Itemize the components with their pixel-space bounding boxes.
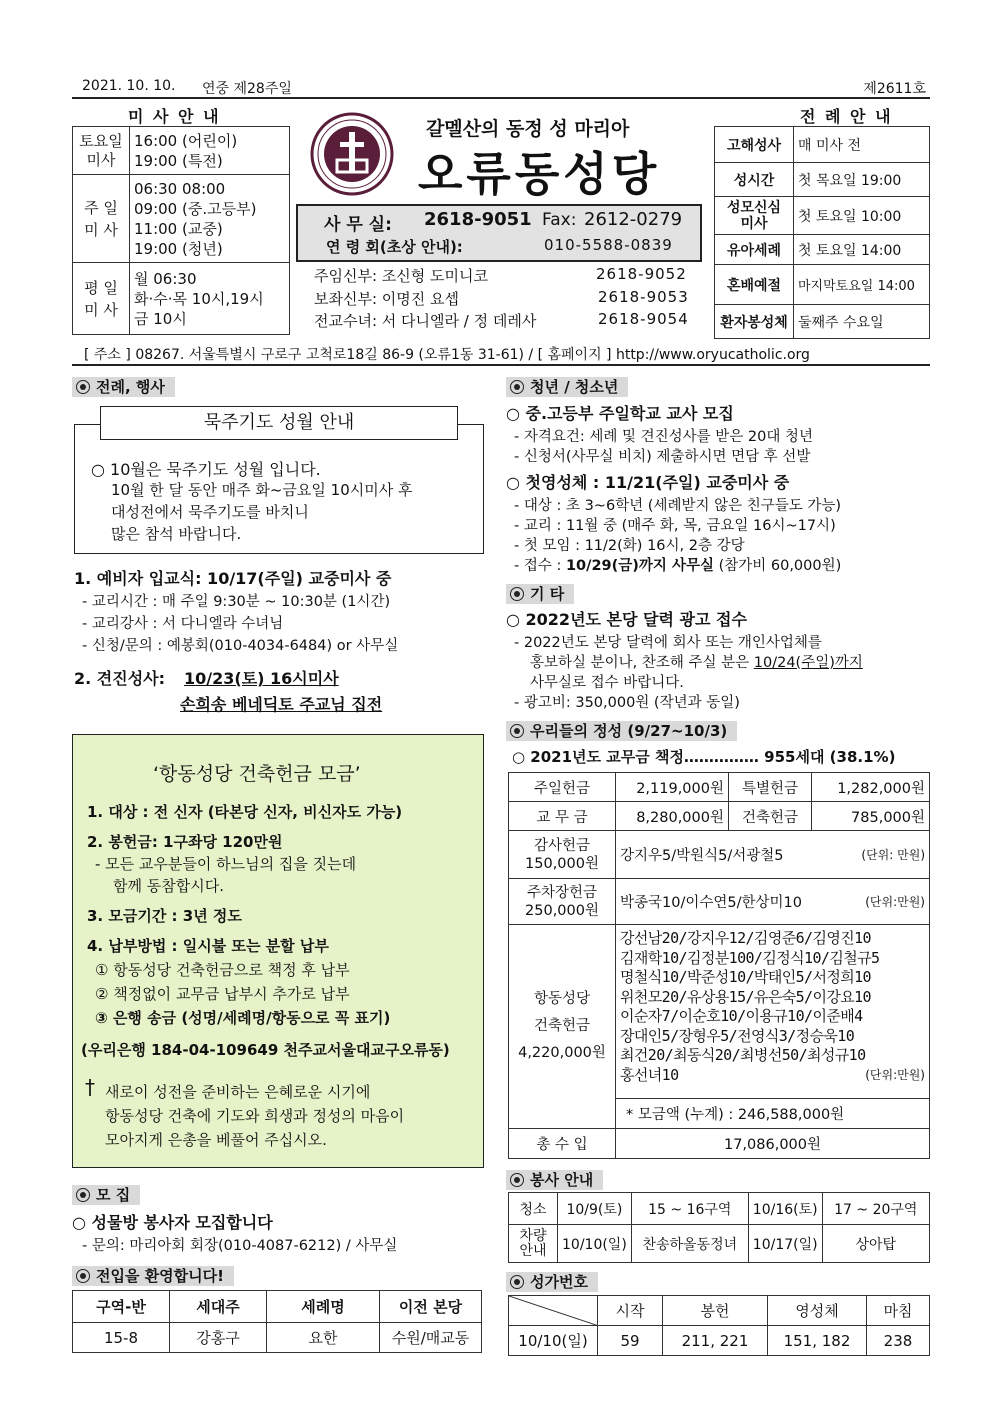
section-header-recruit: 모 집 [72, 1185, 140, 1205]
catechumen-title: 1. 예비자 입교식: 10/17(주일) 교중미사 중 [74, 569, 392, 588]
funeral-assoc-label: 연 령 회(초상 안내): [326, 238, 463, 256]
recruit-title: ○ 성물방 봉사자 모집합니다 [72, 1213, 273, 1232]
offering-value: 2,119,000원 [616, 773, 729, 802]
offering-value: 1,282,000원 [812, 773, 930, 802]
liturgy-value: 첫 토요일 10:00 [794, 197, 930, 235]
hymn-table [508, 1295, 930, 1356]
table-row [509, 1129, 930, 1159]
issue-number: 제2611호 [863, 81, 926, 97]
fund-line: 4. 납부방법 : 일시불 또는 분할 납부 [87, 937, 329, 955]
welcome-header: 구역-반 [73, 1291, 170, 1323]
liturgy-value: 첫 목요일 19:00 [794, 163, 930, 197]
table-row [509, 925, 930, 1099]
welcome-table [72, 1290, 482, 1353]
communion-line: - 대상 : 초 3~6학년 (세례받지 않은 친구들도 가능) [514, 498, 842, 514]
section-header-welcome: 전입을 환영합니다! [72, 1266, 234, 1286]
service-table [508, 1192, 930, 1263]
offering-label: 주일헌금 [509, 773, 616, 802]
mass-label: 주 일 미 사 [73, 175, 130, 263]
total-income: 17,086,000원 [616, 1129, 930, 1159]
table-row [509, 1326, 930, 1356]
teacher-line: - 자격요건: 세례 및 견진성사를 받은 20대 청년 [514, 429, 813, 445]
bullet-icon [510, 1173, 524, 1187]
catechumen-line: - 교리강사 : 서 다니엘라 수녀님 [82, 616, 284, 632]
mass-times: 06:30 08:00 09:00 (중.고등부) 11:00 (교중) 19:00 (청년) [130, 175, 290, 263]
table-row [509, 802, 930, 831]
mass-section-title: 미 사 안 내 [128, 107, 221, 126]
fund-line: - 모든 교우분들이 하느님의 집을 짓는데 [95, 855, 357, 873]
offerings-table [508, 772, 930, 1159]
building-total: * 모금액 (누계) : 246,588,000원 [616, 1099, 930, 1129]
mass-times: 월 06:30 화·수·목 10시,19시 금 10시 [130, 263, 290, 335]
catechumen-line: - 신청/문의 : 예봉회(010-4034-6484) or 사무실 [82, 638, 399, 654]
service-cell: 10/10(일) [558, 1225, 632, 1263]
liturgy-table [714, 126, 930, 339]
office-label: 사 무 실: [324, 215, 392, 235]
confirmation-bishop: 손희송 베네딕토 주교님 집전 [180, 695, 383, 714]
welcome-header-row [73, 1291, 482, 1323]
fund-line: 2. 봉헌금: 1구좌당 120만원 [87, 833, 283, 851]
mass-times: 16:00 (어린이) 19:00 (특전) [130, 127, 290, 175]
offering-label: 특별헌금 [729, 773, 812, 802]
bullet-icon [510, 587, 524, 601]
welcome-cell: 강홍구 [170, 1323, 267, 1353]
building-fund-lines [81, 801, 450, 1071]
rosary-line: 10월 한 달 동안 매주 화~금요일 10시미사 후 [111, 481, 413, 499]
address-line: [ 주소 ] 08267. 서울특별시 구로구 고척로18길 86-9 (오류1동 31-61) / [ 홈페이지 ] http://www.oryucatholic.org [84, 347, 810, 363]
hymn-header: 마침 [867, 1296, 930, 1326]
rosary-box [74, 424, 484, 554]
section-header-service: 봉사 안내 [506, 1170, 603, 1190]
liturgy-key: 환자봉성체 [715, 305, 794, 339]
fund-closing: 항동성당 건축에 기도와 희생과 정성의 마음이 [105, 1107, 405, 1125]
rosary-line: ○ 10월은 묵주기도 성월 입니다. [91, 460, 321, 479]
communion-line: - 첫 모임 : 11/2(화) 16시, 2층 강당 [514, 538, 745, 554]
hymn-cell: 238 [867, 1326, 930, 1356]
cross-icon: † [85, 1075, 95, 1099]
rosary-line: 많은 참석 바랍니다. [111, 525, 242, 543]
mass-label: 평 일 미 사 [73, 263, 130, 335]
liturgical-week: 연중 제28주일 [202, 81, 292, 97]
calendar-line: - 2022년도 본당 달력에 회사 또는 개인사업체를 [514, 635, 822, 651]
fund-line: ② 책정없이 교무금 납부시 추가로 납부 [95, 985, 350, 1003]
section-header-etc: 기 타 [506, 584, 574, 604]
offering-label: 주차장헌금 250,000원 [509, 879, 616, 925]
issue-date: 2021. 10. 10. [82, 78, 176, 94]
rosary-title: 묵주기도 성월 안내 [203, 412, 355, 433]
section-header-liturgy-events: 전례, 행사 [72, 377, 175, 397]
bullet-icon [510, 724, 524, 738]
bullet-icon [76, 1188, 90, 1202]
mass-label: 토요일 미사 [73, 127, 130, 175]
welcome-cell: 15-8 [73, 1323, 170, 1353]
table-row [509, 831, 930, 879]
thanks-donors: 강지우5/박원식5/서광철5 (단위: 만원) [616, 831, 930, 879]
clergy-sisters: 전교수녀: 서 다니엘라 / 정 데레사 [314, 312, 537, 330]
clergy-pastor-phone: 2618-9052 [596, 265, 687, 283]
address-rule [72, 364, 930, 366]
communion-line: - 교리 : 11월 중 (매주 화, 목, 금요일 16시~17시) [514, 518, 836, 534]
calendar-line: 사무실로 접수 바랍니다. [530, 675, 684, 691]
diagonal-line [509, 1296, 599, 1326]
liturgy-key: 혼배예절 [715, 265, 794, 305]
confirmation-date: 10/23(토) 16시미사 [184, 669, 339, 688]
hymn-header: 시작 [598, 1296, 663, 1326]
building-fund-box [72, 734, 484, 1168]
teacher-title: ○ 중.고등부 주일학교 교사 모집 [506, 404, 734, 423]
communion-registration: - 접수 : 10/29(금)까지 사무실 (참가비 60,000원) [514, 558, 842, 574]
offering-label: 총 수 입 [509, 1129, 616, 1159]
rosary-line: 대성전에서 묵주기도를 바치니 [111, 503, 309, 521]
service-cell: 찬송하올동정녀 [631, 1225, 748, 1263]
bullet-icon [76, 380, 90, 394]
offering-value: 8,280,000원 [616, 802, 729, 831]
fax-label: Fax: [542, 210, 577, 230]
hymn-corner-cell [509, 1296, 598, 1326]
welcome-header: 세대주 [170, 1291, 267, 1323]
rosary-title-box [100, 406, 458, 440]
teacher-line: - 신청서(사무실 비치) 제출하시면 면담 후 선발 [514, 449, 811, 465]
service-cell: 17 ~ 20구역 [822, 1193, 929, 1225]
office-phone: 2618-9051 [424, 209, 532, 230]
service-cell: 10/9(토) [558, 1193, 632, 1225]
parish-name: 오류동성당 [418, 147, 661, 201]
service-cell: 상아탑 [822, 1225, 929, 1263]
clergy-sisters-phone: 2618-9054 [598, 310, 689, 328]
welcome-cell: 수원/매교동 [380, 1323, 482, 1353]
service-cell: 15 ~ 16구역 [631, 1193, 748, 1225]
offering-label: 교 무 금 [509, 802, 616, 831]
hymn-cell: 151, 182 [768, 1326, 867, 1356]
liturgy-key: 고해성사 [715, 127, 794, 163]
offering-label: 건축헌금 [729, 802, 812, 831]
table-row [509, 1225, 930, 1263]
hymn-header-row [509, 1296, 930, 1326]
parking-donors: 박종국10/이수연5/한상미10 (단위:만원) [616, 879, 930, 925]
recruit-contact: - 문의: 마리아회 회장(010-4087-6212) / 사무실 [82, 1238, 398, 1254]
section-header-offerings: 우리들의 정성 (9/27~10/3) [506, 721, 737, 741]
offering-label: 감사헌금 150,000원 [509, 831, 616, 879]
fax-number: 2612-0279 [584, 209, 683, 230]
header-rule [72, 97, 930, 99]
liturgy-value: 첫 토요일 14:00 [794, 235, 930, 265]
offering-value: 785,000원 [812, 802, 930, 831]
hymn-header: 봉헌 [663, 1296, 768, 1326]
liturgy-value: 마지막토요일 14:00 [794, 265, 930, 305]
clergy-assistant: 보좌신부: 이명진 요셉 [314, 290, 460, 308]
service-cell: 차량 안내 [509, 1225, 558, 1263]
clergy-assistant-phone: 2618-9053 [598, 288, 689, 306]
section-header-youth: 청년 / 청소년 [506, 377, 628, 397]
parish-subtitle: 갈멜산의 동정 성 마리아 [426, 118, 630, 140]
tithe-line: ○ 2021년도 교무금 책정…………… 955세대 (38.1%) [512, 748, 896, 766]
liturgy-key: 성모신심 미사 [715, 197, 794, 235]
bullet-icon [510, 1275, 524, 1289]
hymn-cell: 59 [598, 1326, 663, 1356]
fund-closing: 새로이 성전을 준비하는 은혜로운 시기에 [105, 1083, 371, 1101]
liturgy-key: 유아세례 [715, 235, 794, 265]
mass-schedule-table [72, 126, 290, 335]
building-fund-title: ‘항동성당 건축헌금 모금’ [153, 763, 361, 785]
table-row [73, 1323, 482, 1353]
table-row [509, 879, 930, 925]
welcome-header: 세례명 [267, 1291, 380, 1323]
catechumen-line: - 교리시간 : 매 주일 9:30분 ~ 10:30분 (1시간) [82, 594, 391, 610]
fund-line: 3. 모금기간 : 3년 정도 [87, 907, 242, 925]
clergy-pastor: 주임신부: 조신형 도미니코 [314, 267, 488, 285]
fund-line: ① 항동성당 건축헌금으로 책정 후 납부 [95, 961, 350, 979]
service-cell: 청소 [509, 1193, 558, 1225]
bullet-icon [76, 1269, 90, 1283]
bullet-icon [510, 380, 524, 394]
liturgy-section-title: 전 례 안 내 [800, 107, 893, 126]
service-cell: 10/16(토) [748, 1193, 822, 1225]
liturgy-value: 둘째주 수요일 [794, 305, 930, 339]
fund-closing: 모아지게 은총을 베풀어 주십시오. [105, 1131, 327, 1149]
welcome-header: 이전 본당 [380, 1291, 482, 1323]
table-row [509, 1193, 930, 1225]
fund-line: 1. 대상 : 전 신자 (타본당 신자, 비신자도 가능) [87, 803, 403, 821]
calendar-line: - 광고비: 350,000원 (작년과 동일) [514, 695, 740, 711]
parish-seal-logo [310, 112, 394, 196]
hymn-cell: 211, 221 [663, 1326, 768, 1356]
building-donors: 강선남20/강지우12/김영준6/김영진10 김재학10/김정분100/김정식10/김철규5 명철식10/박준성10/박태인5/서정희10 위천모20/유상용15/유은숙5/이강요10 이순자7/이순호10/이용규10/이준배4 장대인5/장형우5/전영식3/정승욱10 최건20/최동식20/최병선50/최성규10 홍선녀10 (단위:만원) [616, 925, 930, 1099]
welcome-cell: 요한 [267, 1323, 380, 1353]
fund-line: 함께 동참합시다. [113, 877, 224, 895]
confirmation-label: 2. 견진성사: [74, 669, 166, 688]
offering-label: 항동성당 건축헌금 4,220,000원 [509, 925, 616, 1129]
service-cell: 10/17(일) [748, 1225, 822, 1263]
table-row [509, 773, 930, 802]
hymn-cell: 10/10(일) [509, 1326, 598, 1356]
calendar-line: 홍보하실 분이나, 찬조해 주실 분은 10/24(주일)까지 [530, 655, 863, 671]
section-header-hymns: 성가번호 [506, 1272, 598, 1292]
first-communion-title: ○ 첫영성체 : 11/21(주일) 교중미사 중 [506, 473, 790, 492]
funeral-assoc-phone: 010-5588-0839 [544, 236, 673, 254]
liturgy-value: 매 미사 전 [794, 127, 930, 163]
calendar-ad-title: ○ 2022년도 본당 달력 광고 접수 [506, 610, 747, 629]
fund-bank-account: (우리은행 184-04-109649 천주교서울대교구오류동) [81, 1041, 450, 1059]
fund-line: ③ 은행 송금 (성명/세례명/항동으로 꼭 표기) [95, 1009, 391, 1027]
office-contact-box [296, 204, 702, 262]
hymn-header: 영성체 [768, 1296, 867, 1326]
liturgy-key: 성시간 [715, 163, 794, 197]
